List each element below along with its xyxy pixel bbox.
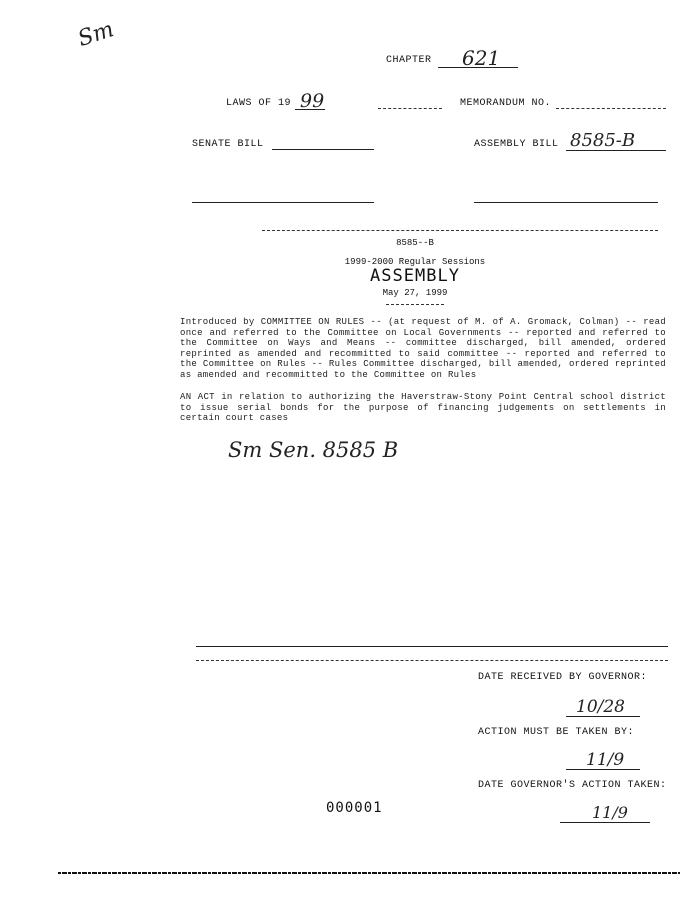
date-underline: [386, 304, 444, 305]
chapter-value: 621: [462, 46, 501, 70]
senate-label: SENATE BILL: [192, 139, 264, 150]
memorandum-label: MEMORANDUM NO.: [460, 98, 552, 109]
lower-line-2: [196, 660, 668, 661]
bill-house: ASSEMBLY: [370, 266, 460, 286]
assembly-label: ASSEMBLY BILL: [474, 139, 559, 150]
laws-year: 99: [300, 90, 325, 112]
lower-line-1: [196, 646, 668, 647]
corner-initials: Sm: [75, 17, 117, 52]
bill-date: May 27, 1999: [382, 288, 448, 298]
laws-dash-line: [378, 108, 442, 109]
handwritten-note: Sm Sen. 8585 B: [228, 438, 399, 462]
bill-number: 8585--B: [396, 238, 434, 248]
act-paragraph: AN ACT in relation to authorizing the Haverstraw-Stony Point Central school district to issue serial bonds for the purpose of financing judgements on settlements in certain court cases: [180, 392, 666, 423]
separator-line: [262, 230, 658, 231]
page-number: 000001: [326, 800, 383, 816]
date-received-value: 10/28: [576, 697, 625, 717]
action-taken-label: DATE GOVERNOR'S ACTION TAKEN:: [478, 780, 667, 791]
blank-line-left: [192, 202, 374, 203]
chapter-label: CHAPTER: [386, 55, 432, 66]
laws-label: LAWS OF 19: [226, 98, 292, 109]
scan-edge-noise: [58, 872, 680, 874]
assembly-value: 8585-B: [570, 130, 636, 151]
action-taken-line: [560, 822, 650, 823]
action-must-label: ACTION MUST BE TAKEN BY:: [478, 727, 635, 738]
date-received-label: DATE RECEIVED BY GOVERNOR:: [478, 672, 648, 683]
memorandum-line: [556, 108, 666, 109]
introduced-paragraph: Introduced by COMMITTEE ON RULES -- (at request of M. of A. Gromack, Colman) -- read once and referred to the Committee on Local Governments -- reported and referred to the Committee on Ways and Means -- committee discharged, bill amended, ordered reprinted as amended and recommitted to said committee -- reported and referred to the Committee on Rules -- Rules Committee discharged, bill amended, ordered reprinted as amended and recommitted to the Committee on Rules: [180, 317, 666, 380]
senate-line: [272, 149, 374, 150]
blank-line-right: [474, 202, 658, 203]
bill-session: 1999-2000 Regular Sessions: [344, 257, 486, 267]
action-taken-value: 11/9: [592, 803, 628, 822]
action-must-value: 11/9: [586, 750, 625, 770]
